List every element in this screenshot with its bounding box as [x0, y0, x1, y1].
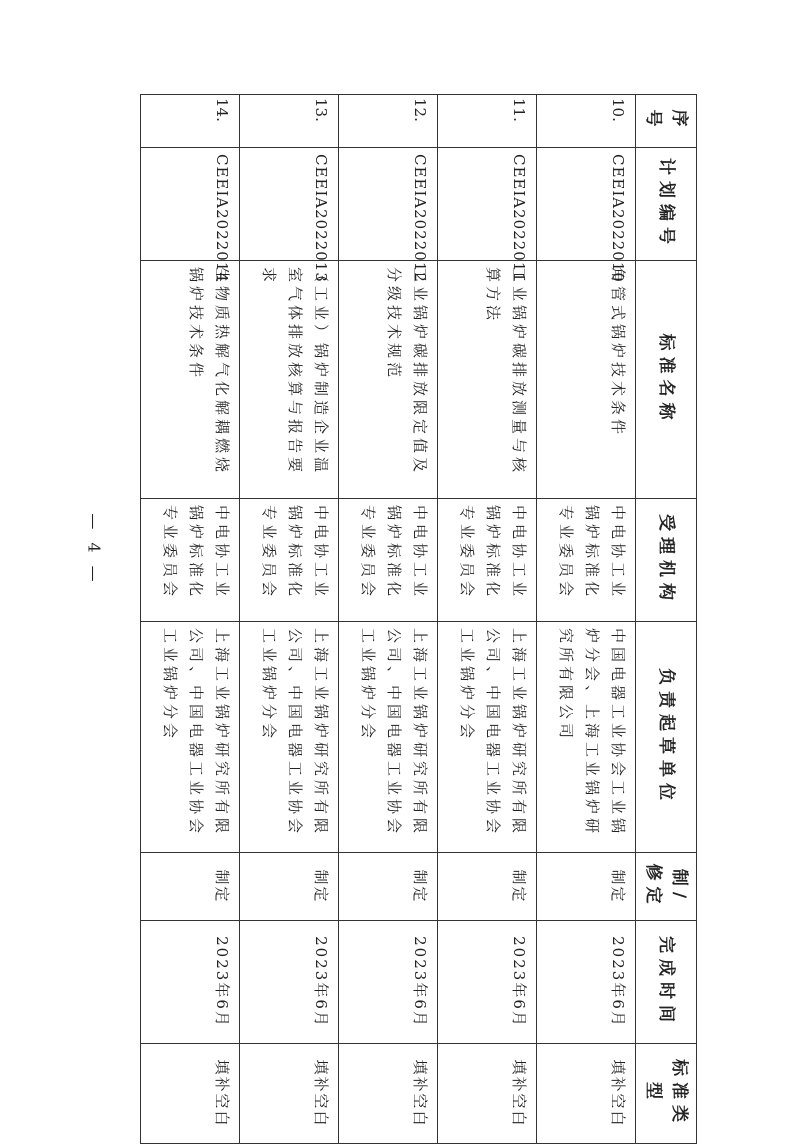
cell-code: CEEIA2022011	[438, 148, 537, 261]
cell-org: 中电协工业锅炉标准化专业委员会	[438, 499, 537, 622]
cell-seq: 14.	[141, 95, 240, 148]
cell-drafter: 上海工业锅炉研究所有限公司、中国电器工业协会工业锅炉分会	[339, 622, 438, 853]
header-category: 标准类型	[636, 1044, 697, 1144]
cell-time: 2023年6月	[339, 921, 438, 1044]
cell-name: 工业锅炉碳排放测量与核算方法	[438, 261, 537, 499]
cell-category: 填补空白	[141, 1044, 240, 1144]
cell-category: 填补空白	[537, 1044, 636, 1144]
table-row	[240, 95, 339, 1144]
cell-name: 角管式锅炉技术条件	[537, 261, 636, 499]
header-type: 制/修定	[636, 853, 697, 921]
cell-category: 填补空白	[438, 1044, 537, 1144]
cell-org: 中电协工业锅炉标准化专业委员会	[141, 499, 240, 622]
table-row	[537, 95, 636, 1144]
cell-time: 2023年6月	[537, 921, 636, 1044]
cell-name: 生物质热解气化解耦燃烧锅炉技术条件	[141, 261, 240, 499]
cell-drafter: 上海工业锅炉研究所有限公司、中国电器工业协会工业锅炉分会	[240, 622, 339, 853]
cell-type: 制定	[141, 853, 240, 921]
page-number: — 4 —	[84, 513, 104, 586]
header-drafter: 负责起草单位	[636, 622, 697, 853]
cell-drafter: 上海工业锅炉研究所有限公司、中国电器工业协会工业锅炉分会	[141, 622, 240, 853]
table-row	[141, 95, 240, 1144]
table-row	[339, 95, 438, 1144]
cell-drafter: 上海工业锅炉研究所有限公司、中国电器工业协会工业锅炉分会	[438, 622, 537, 853]
cell-time: 2023年6月	[438, 921, 537, 1044]
table-row	[438, 95, 537, 1144]
cell-org: 中电协工业锅炉标准化专业委员会	[537, 499, 636, 622]
cell-seq: 13.	[240, 95, 339, 148]
cell-category: 填补空白	[240, 1044, 339, 1144]
cell-time: 2023年6月	[141, 921, 240, 1044]
cell-name: （工业）锅炉制造企业温室气体排放核算与报告要求	[240, 261, 339, 499]
cell-seq: 10.	[537, 95, 636, 148]
cell-type: 制定	[240, 853, 339, 921]
cell-code: CEEIA2022010	[537, 148, 636, 261]
cell-code: CEEIA2022013	[240, 148, 339, 261]
cell-name: 工业锅炉碳排放限定值及分级技术规范	[339, 261, 438, 499]
cell-org: 中电协工业锅炉标准化专业委员会	[240, 499, 339, 622]
header-time: 完成时间	[636, 921, 697, 1044]
cell-category: 填补空白	[339, 1044, 438, 1144]
header-org: 受理机构	[636, 499, 697, 622]
cell-drafter: 中国电器工业协会工业锅炉分会、上海工业锅炉研究所有限公司	[537, 622, 636, 853]
header-name: 标准名称	[636, 261, 697, 499]
cell-org: 中电协工业锅炉标准化专业委员会	[339, 499, 438, 622]
standards-table-rotated	[151, 94, 697, 1128]
cell-type: 制定	[339, 853, 438, 921]
header-seq: 序号	[636, 95, 697, 148]
cell-seq: 11.	[438, 95, 537, 148]
table-header-row	[636, 95, 697, 1144]
header-code: 计划编号	[636, 148, 697, 261]
cell-time: 2023年6月	[240, 921, 339, 1044]
cell-type: 制定	[537, 853, 636, 921]
cell-code: CEEIA2022012	[339, 148, 438, 261]
cell-code: CEEIA2022014	[141, 148, 240, 261]
standards-table	[140, 94, 697, 1144]
cell-seq: 12.	[339, 95, 438, 148]
cell-type: 制定	[438, 853, 537, 921]
